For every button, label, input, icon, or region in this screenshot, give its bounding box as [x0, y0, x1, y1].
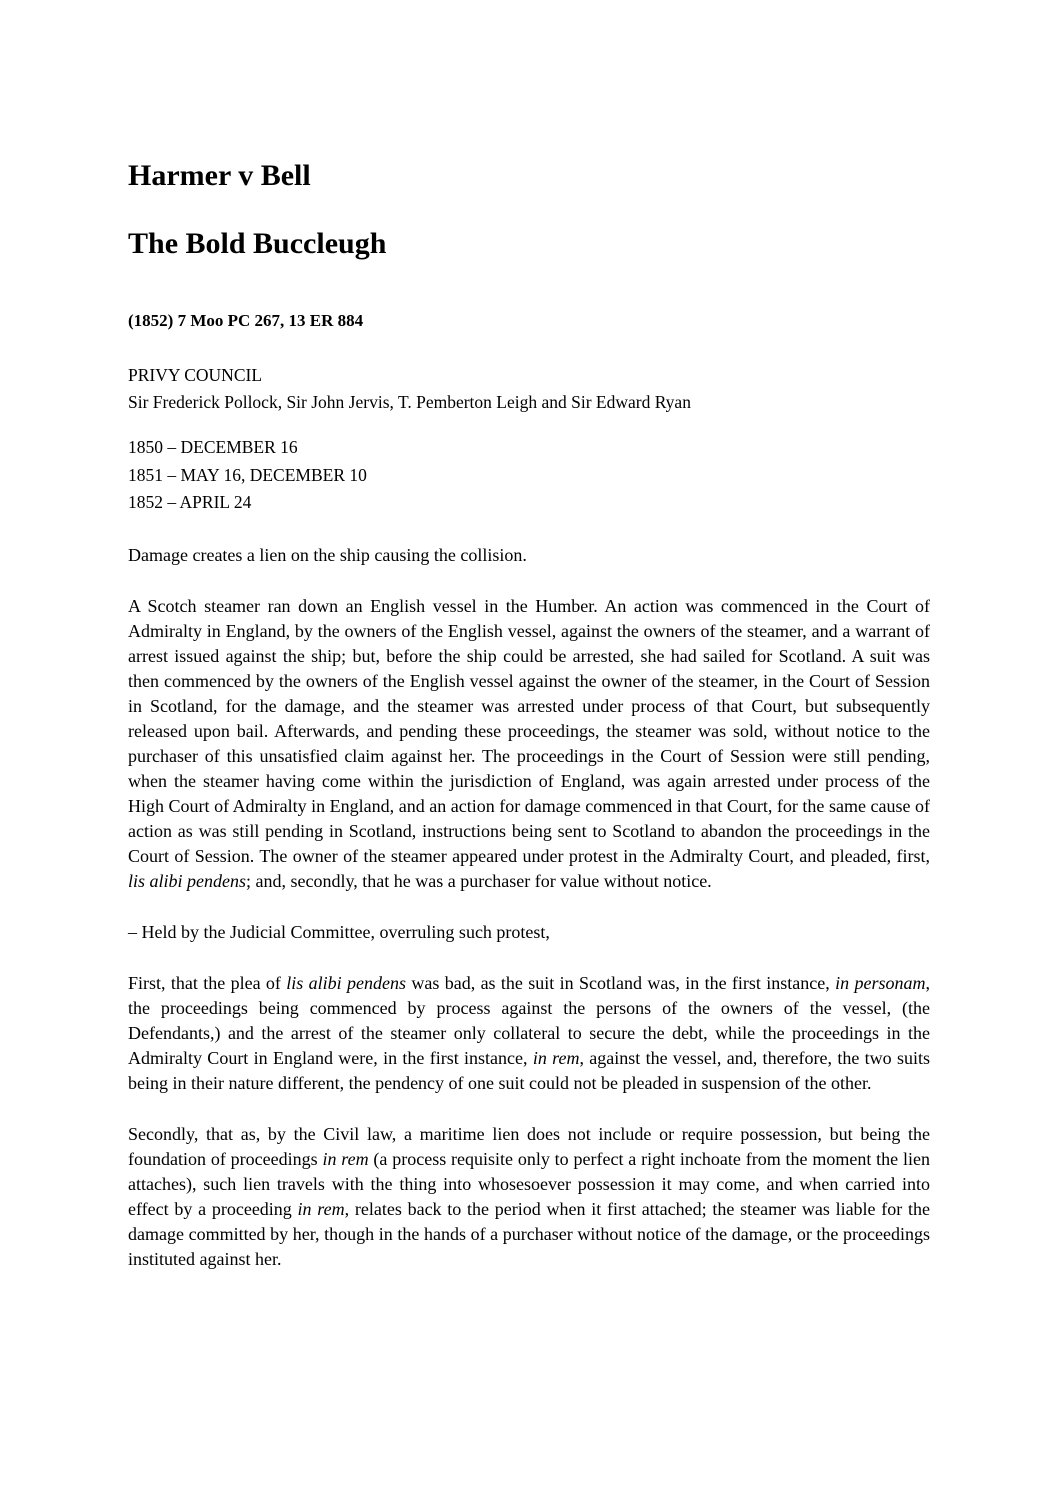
case-summary — [128, 594, 930, 1272]
paragraph-text: , relates back to the period when it first attached; the steamer was liable for the damage committed by her, though in the hands of a purchaser without notice of the damage, or the proceedings instituted against her. — [128, 1198, 931, 1269]
latin-phrase: in rem — [297, 1198, 345, 1219]
latin-phrase: in rem — [322, 1148, 369, 1169]
paragraph-text: – Held by the Judicial Committee, overruling such protest, — [128, 921, 550, 942]
hearing-dates — [128, 434, 930, 517]
latin-phrase: lis alibi pendens — [128, 870, 246, 891]
latin-phrase: lis alibi pendens — [286, 972, 406, 993]
headnote: Damage creates a lien on the ship causing the collision. — [128, 544, 527, 565]
paragraph-text: ; and, secondly, that he was a purchaser for value without notice. — [246, 870, 712, 891]
first-holding-paragraph — [128, 971, 930, 1096]
latin-phrase: in rem — [532, 1047, 580, 1068]
paragraph-text: First, that the plea of — [128, 972, 287, 993]
judges-list: Sir Frederick Pollock, Sir John Jervis, T. Pemberton Leigh and Sir Edward Ryan — [128, 392, 691, 412]
case-citation: (1852) 7 Moo PC 267, 13 ER 884 — [128, 311, 364, 330]
paragraph-text: , against the vessel, and, therefore, the two suits being in their nature different, the pendency of one suit could not be pleaded in suspension of the other. — [128, 1047, 930, 1093]
hearing-date-1850: 1850 – DECEMBER 16 — [128, 437, 298, 457]
case-title: Harmer v Bell — [128, 159, 311, 192]
hearing-date-1852: 1852 – APRIL 24 — [128, 492, 252, 512]
paragraph-text: , the proceedings being commenced by process against the persons of the owners of the vessel, (the Defendants,) and the arrest of the steamer only collateral to secure the debt, while the proceedings in the Admiralty Court in England were, in the first instance, — [128, 972, 931, 1068]
facts-paragraph — [128, 594, 930, 894]
second-holding-paragraph — [128, 1122, 930, 1272]
paragraph-text: (a process requisite only to perfect a right inchoate from the moment the lien attaches), such lien travels with the thing into whosesoever possession it may come, and when carried into effect by a proceeding — [128, 1148, 930, 1219]
paragraph-text: was bad, as the suit in Scotland was, in the first instance, — [406, 972, 836, 993]
court-name: PRIVY COUNCIL — [128, 365, 263, 385]
held-paragraph — [128, 920, 930, 945]
hearing-date-1851: 1851 – MAY 16, DECEMBER 10 — [128, 464, 367, 485]
paragraph-text: Secondly, that as, by the Civil law, a maritime lien does not include or require possession, but being the foundation of proceedings — [128, 1123, 930, 1169]
court-block — [128, 362, 930, 416]
paragraph-text: A Scotch steamer ran down an English vessel in the Humber. An action was commenced in the Court of Admiralty in England, by the owners of the English vessel, against the owners of the steamer, and a warrant of arrest issued against the ship; but, before the ship could be arrested, she had sailed for Scotland. A suit was then commenced by the owners of the English vessel against the owner of the steamer, in the Court of Session in Scotland, for the damage, and the steamer was arrested under process of that Court, but subsequently released upon bail. Afterwards, and pending these proceedings, the steamer was sold, without notice to the purchaser of this unsatisfied claim against her. The proceedings in the Court of Session were still pending, when the steamer having come within the jurisdiction of England, was again arrested under process of the High Court of Admiralty in England, and an action for damage commenced in that Court, for the same cause of action as was still pending in Scotland, instructions being sent to Scotland to abandon the proceedings in the Court of Session. The owner of the steamer appeared under protest in the Admiralty Court, and pleaded, first, — [128, 595, 930, 866]
ship-name-title: The Bold Buccleugh — [128, 227, 387, 260]
latin-phrase: in personam — [835, 972, 926, 993]
